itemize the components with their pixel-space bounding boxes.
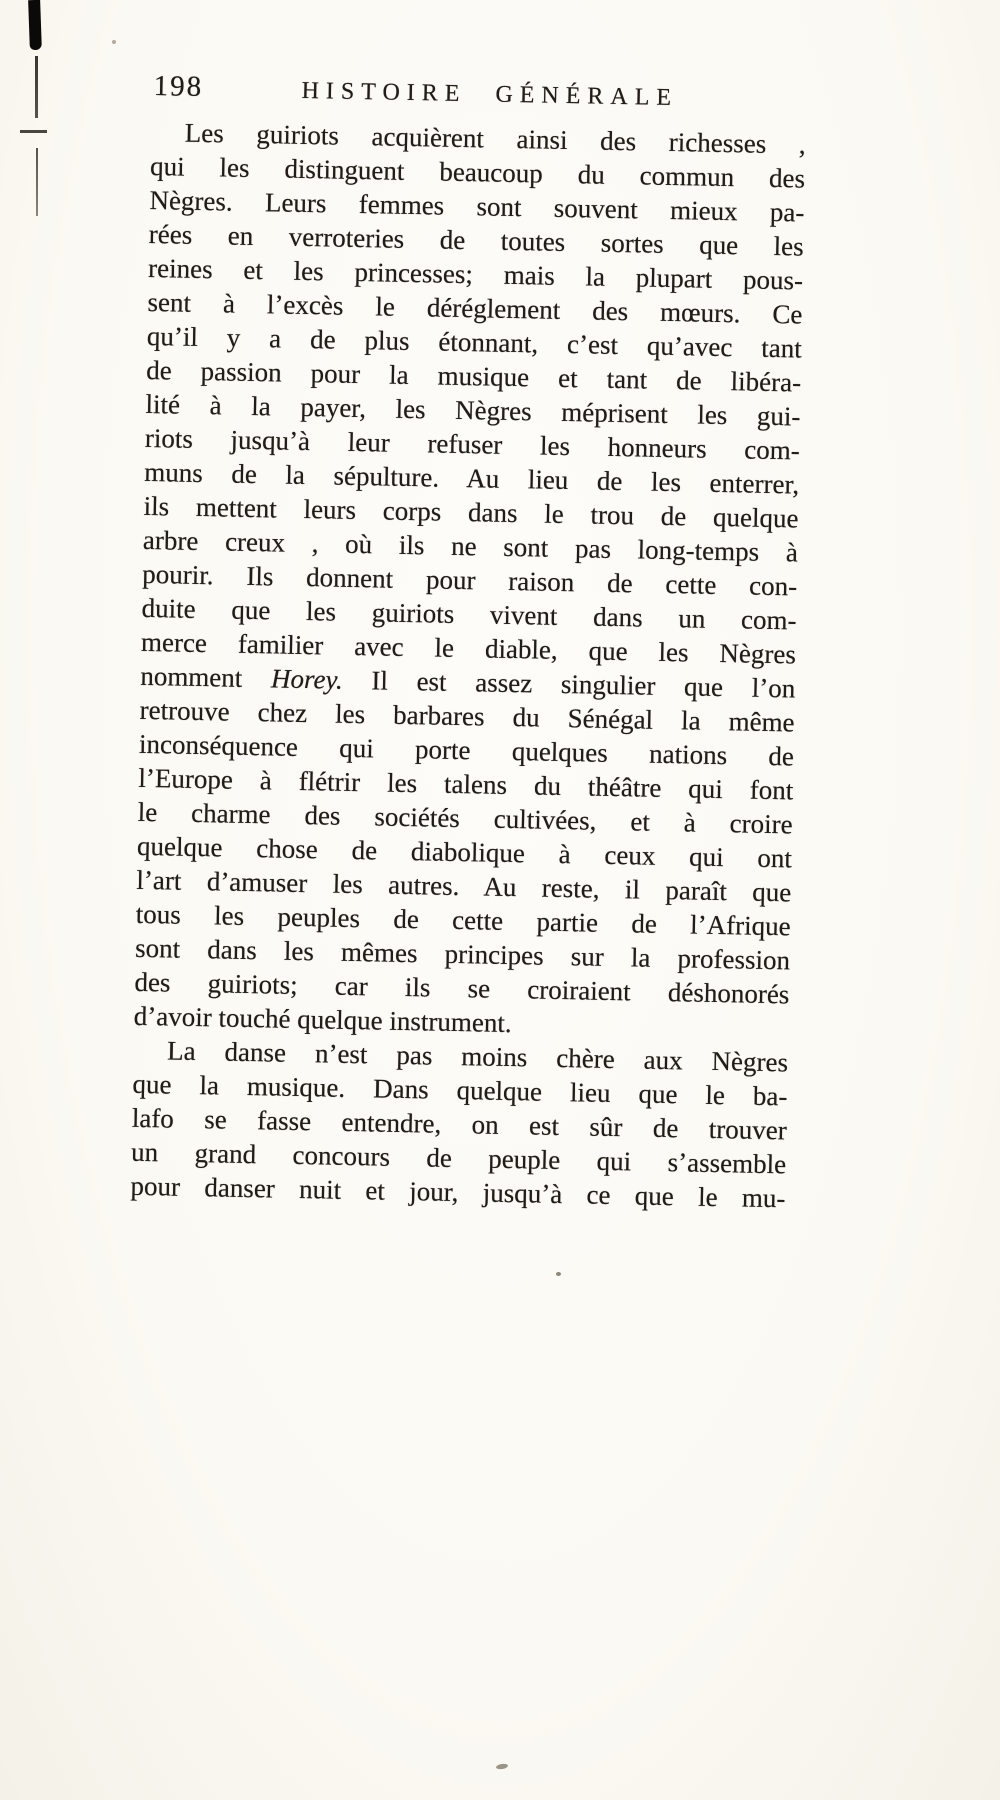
- text-line: un grand concours de peuple qui s’assemble: [130, 1136, 787, 1180]
- text-line: pourir. Ils donnent pour raison de cette con-: [142, 558, 798, 602]
- margin-line-artifact: [36, 148, 38, 216]
- margin-tick-artifact: [20, 130, 47, 133]
- italic-word: Horey.: [270, 663, 344, 695]
- running-title: HISTOIRE GÉNÉRALE: [301, 77, 679, 112]
- text-line: rées en verroteries de toutes sortes que les: [148, 218, 805, 262]
- speck-artifact: [556, 1272, 561, 1276]
- text-line: l’Europe à flétrir les talens du théâtre qui font: [138, 762, 794, 806]
- margin-line-artifact: [35, 56, 38, 118]
- paragraph: [134, 115, 807, 1045]
- text-line: reines et les princesses; mais la plupart pous-: [147, 252, 804, 296]
- text-line: ils mettent leurs corps dans le trou de quelque: [143, 490, 799, 534]
- text-line: qu’il y a de plus étonnant, c’est qu’avec tant: [146, 320, 803, 364]
- text-line: lafo se fasse entendre, on est sûr de trouver: [131, 1102, 788, 1146]
- text-line: que la musique. Dans quelque lieu que le ba-: [132, 1068, 788, 1112]
- text-line: sent à l’excès le déréglement des mœurs. Ce: [147, 286, 803, 330]
- text-block-wrapper: [130, 70, 807, 1215]
- page-header: [151, 70, 807, 116]
- text-line: muns de la sépulture. Au lieu de les enterrer,: [143, 456, 800, 500]
- text-line: lité à la payer, les Nègres méprisent les gui-: [145, 388, 801, 432]
- speck-artifact: [112, 40, 116, 44]
- text-line: arbre creux , où ils ne sont pas long-temps à: [142, 524, 799, 568]
- text-line: retrouve chez les barbares du Sénégal la même: [139, 694, 795, 738]
- binding-ink-mark: [28, 0, 42, 50]
- text-segment: nomment: [140, 660, 272, 694]
- text-segment: Il est assez singulier que l’on: [342, 664, 796, 704]
- text-line: Nègres. Leurs femmes sont souvent mieux pa-: [149, 184, 805, 228]
- text-line: l’art d’amuser les autres. Au reste, il paraît que: [136, 864, 792, 908]
- text-line: tous les peuples de cette partie de l’Afrique: [135, 898, 791, 942]
- text-line: le charme des sociétés cultivées, et à croire: [137, 796, 793, 840]
- smudge-artifact: [496, 1763, 509, 1770]
- page-number: 198: [153, 70, 204, 103]
- text-line: La danse n’est pas moins chère aux Nègres: [166, 1035, 789, 1078]
- text-line: d’avoir touché quelque instrument.: [133, 1000, 512, 1039]
- text-block: [130, 115, 806, 1215]
- text-line: sont dans les mêmes principes sur la profession: [134, 932, 791, 976]
- text-line: inconséquence qui porte quelques nations de: [138, 728, 795, 772]
- text-line: riots jusqu’à leur refuser les honneurs com-: [144, 422, 801, 466]
- text-line: merce familier avec le diable, que les Nègres: [140, 626, 797, 670]
- text-line: pour danser nuit et jour, jusqu’à ce que le mu-: [130, 1170, 786, 1214]
- text-line: duite que les guiriots vivent dans un com-: [141, 592, 797, 636]
- text-line: de passion pour la musique et tant de libéra-: [145, 354, 802, 398]
- text-line: qui les distinguent beaucoup du commun des: [149, 150, 806, 194]
- text-line: des guiriots; car ils se croiraient déshonorés: [134, 966, 790, 1010]
- paragraph: [130, 1033, 788, 1216]
- text-line: quelque chose de diabolique à ceux qui ont: [136, 830, 793, 874]
- text-line: Les guiriots acquièrent ainsi des richesses ,: [184, 117, 806, 160]
